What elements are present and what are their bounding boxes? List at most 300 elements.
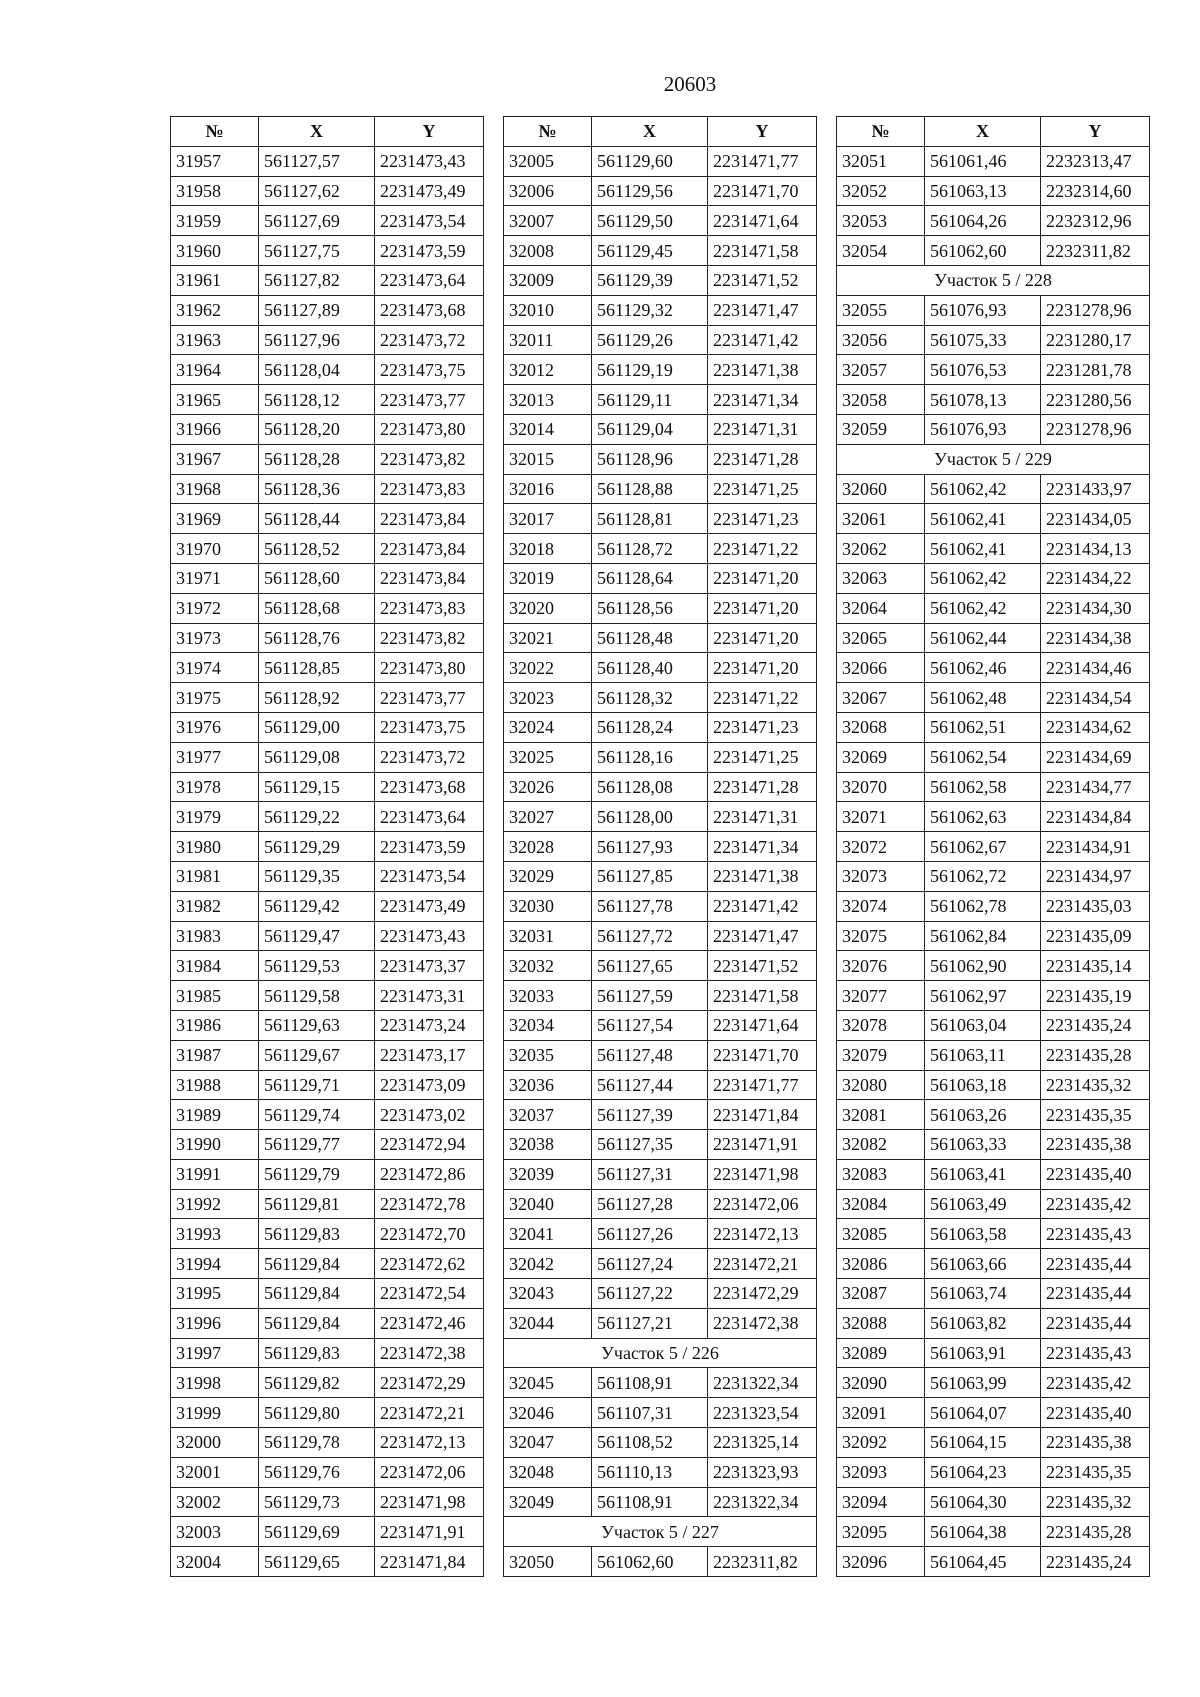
cell-y: 2231472,70 [375,1219,484,1249]
table-row [837,563,1150,593]
cell-y: 2231473,37 [375,951,484,981]
cell-number: 32002 [171,1487,259,1517]
cell-y: 2231435,32 [1041,1070,1150,1100]
cell-y: 2231472,78 [375,1189,484,1219]
cell-number: 31997 [171,1338,259,1368]
table-row [837,1398,1150,1428]
cell-y: 2231323,93 [708,1457,817,1487]
cell-x: 561129,84 [259,1308,375,1338]
cell-number: 31975 [171,683,259,713]
table-row [837,832,1150,862]
cell-y: 2231322,34 [708,1487,817,1517]
table-row [504,295,817,325]
cell-x: 561127,44 [592,1070,708,1100]
cell-y: 2231471,22 [708,683,817,713]
cell-y: 2231435,43 [1041,1219,1150,1249]
cell-y: 2231434,30 [1041,593,1150,623]
table-row [171,951,484,981]
cell-x: 561129,11 [592,385,708,415]
cell-x: 561127,96 [259,325,375,355]
cell-number: 32044 [504,1308,592,1338]
cell-x: 561062,97 [925,981,1041,1011]
table-row [504,325,817,355]
cell-number: 32091 [837,1398,925,1428]
cell-x: 561128,48 [592,623,708,653]
table-row [837,1249,1150,1279]
cell-y: 2231472,46 [375,1308,484,1338]
cell-x: 561129,65 [259,1547,375,1577]
table-row [171,265,484,295]
cell-y: 2231471,34 [708,385,817,415]
cell-number: 32052 [837,176,925,206]
table-row [171,593,484,623]
cell-number: 32049 [504,1487,592,1517]
cell-x: 561110,13 [592,1457,708,1487]
cell-x: 561129,60 [592,146,708,176]
cell-number: 32009 [504,265,592,295]
cell-y: 2231473,77 [375,385,484,415]
cell-y: 2231471,77 [708,146,817,176]
table-row [504,921,817,951]
cell-number: 31967 [171,444,259,474]
cell-y: 2231471,38 [708,861,817,891]
table-body [504,146,817,1576]
table-row [171,1517,484,1547]
cell-y: 2232311,82 [1041,236,1150,266]
table-row [504,534,817,564]
cell-x: 561062,90 [925,951,1041,981]
cell-x: 561129,47 [259,921,375,951]
cell-number: 32040 [504,1189,592,1219]
cell-x: 561063,58 [925,1219,1041,1249]
table-row [171,712,484,742]
table-row [504,1010,817,1040]
cell-x: 561128,00 [592,802,708,832]
cell-y: 2231472,13 [708,1219,817,1249]
cell-y: 2231471,23 [708,712,817,742]
cell-number: 32027 [504,802,592,832]
table-row [837,742,1150,772]
table-row [504,474,817,504]
cell-x: 561128,64 [592,563,708,593]
cell-y: 2231435,44 [1041,1308,1150,1338]
cell-x: 561127,75 [259,236,375,266]
table-row [837,653,1150,683]
table-row [837,1308,1150,1338]
cell-x: 561129,84 [259,1249,375,1279]
cell-y: 2231471,64 [708,1010,817,1040]
coordinate-table [503,116,817,1577]
table-row [171,1249,484,1279]
table-row [171,1308,484,1338]
cell-number: 31992 [171,1189,259,1219]
table-row [504,1487,817,1517]
cell-x: 561076,93 [925,295,1041,325]
table-row [504,1368,817,1398]
table-row [837,355,1150,385]
cell-number: 32059 [837,414,925,444]
table-row [837,1487,1150,1517]
section-title: Участок 5 / 229 [837,444,1150,474]
cell-x: 561129,08 [259,742,375,772]
cell-x: 561129,58 [259,981,375,1011]
cell-y: 2231435,38 [1041,1130,1150,1160]
cell-x: 561127,39 [592,1100,708,1130]
cell-y: 2231435,28 [1041,1517,1150,1547]
table-row [837,504,1150,534]
cell-y: 2231434,05 [1041,504,1150,534]
table-row [171,206,484,236]
cell-x: 561129,04 [592,414,708,444]
cell-number: 32085 [837,1219,925,1249]
cell-y: 2231435,14 [1041,951,1150,981]
cell-y: 2231473,80 [375,653,484,683]
cell-x: 561128,16 [592,742,708,772]
cell-number: 32074 [837,891,925,921]
cell-x: 561127,54 [592,1010,708,1040]
cell-number: 32006 [504,176,592,206]
cell-y: 2231473,80 [375,414,484,444]
cell-y: 2231435,42 [1041,1368,1150,1398]
cell-y: 2231473,64 [375,265,484,295]
cell-y: 2231435,24 [1041,1010,1150,1040]
cell-y: 2231433,97 [1041,474,1150,504]
cell-number: 32092 [837,1428,925,1458]
table-row [837,474,1150,504]
cell-x: 561129,77 [259,1130,375,1160]
cell-number: 32065 [837,623,925,653]
table-row [171,1070,484,1100]
table-row [504,623,817,653]
header-number: № [837,117,925,147]
table-row [504,1219,817,1249]
cell-x: 561128,60 [259,563,375,593]
cell-x: 561129,39 [592,265,708,295]
cell-y: 2231322,34 [708,1368,817,1398]
cell-y: 2231471,47 [708,921,817,951]
cell-y: 2231472,21 [708,1249,817,1279]
cell-number: 31981 [171,861,259,891]
cell-number: 31988 [171,1070,259,1100]
cell-y: 2231473,75 [375,712,484,742]
cell-y: 2231473,02 [375,1100,484,1130]
cell-x: 561129,71 [259,1070,375,1100]
cell-number: 32071 [837,802,925,832]
cell-number: 32029 [504,861,592,891]
cell-x: 561127,35 [592,1130,708,1160]
cell-y: 2231473,72 [375,742,484,772]
cell-x: 561127,28 [592,1189,708,1219]
cell-x: 561129,67 [259,1040,375,1070]
cell-x: 561128,32 [592,683,708,713]
table-row [171,355,484,385]
cell-y: 2231434,62 [1041,712,1150,742]
cell-number: 32088 [837,1308,925,1338]
table-row [171,1159,484,1189]
cell-number: 32081 [837,1100,925,1130]
cell-number: 32017 [504,504,592,534]
table-row [504,1159,817,1189]
cell-x: 561129,74 [259,1100,375,1130]
cell-y: 2231278,96 [1041,414,1150,444]
table-row [837,772,1150,802]
cell-number: 31977 [171,742,259,772]
table-row [171,295,484,325]
cell-number: 32021 [504,623,592,653]
cell-x: 561062,46 [925,653,1041,683]
cell-y: 2231435,28 [1041,1040,1150,1070]
cell-y: 2231435,32 [1041,1487,1150,1517]
table-row [837,1100,1150,1130]
cell-number: 32094 [837,1487,925,1517]
cell-number: 32043 [504,1279,592,1309]
cell-y: 2231472,62 [375,1249,484,1279]
cell-x: 561062,58 [925,772,1041,802]
cell-x: 561063,49 [925,1189,1041,1219]
cell-x: 561075,33 [925,325,1041,355]
table-row [171,832,484,862]
table-row [504,355,817,385]
table-row [837,1547,1150,1577]
cell-number: 32013 [504,385,592,415]
table-row [837,534,1150,564]
cell-number: 31970 [171,534,259,564]
cell-x: 561128,68 [259,593,375,623]
cell-y: 2231472,38 [375,1338,484,1368]
cell-number: 32055 [837,295,925,325]
cell-y: 2231435,09 [1041,921,1150,951]
header-x: X [925,117,1041,147]
table-row [171,534,484,564]
cell-number: 32069 [837,742,925,772]
table-row [171,474,484,504]
table-row [504,1130,817,1160]
cell-number: 32020 [504,593,592,623]
cell-y: 2231473,59 [375,832,484,862]
cell-number: 32033 [504,981,592,1011]
cell-y: 2231435,35 [1041,1100,1150,1130]
cell-y: 2231434,77 [1041,772,1150,802]
header-row [171,117,484,147]
cell-number: 32080 [837,1070,925,1100]
table-row [171,414,484,444]
table-row [504,712,817,742]
table-row [504,504,817,534]
cell-number: 32012 [504,355,592,385]
table-row [837,176,1150,206]
table-row [504,1398,817,1428]
cell-y: 2231471,31 [708,802,817,832]
cell-x: 561063,11 [925,1040,1041,1070]
table-row [837,683,1150,713]
cell-x: 561127,72 [592,921,708,951]
cell-y: 2231473,17 [375,1040,484,1070]
cell-y: 2231473,43 [375,146,484,176]
cell-y: 2231471,42 [708,891,817,921]
cell-y: 2231434,69 [1041,742,1150,772]
cell-y: 2231473,82 [375,623,484,653]
cell-x: 561063,26 [925,1100,1041,1130]
table-row [171,504,484,534]
cell-x: 561062,42 [925,563,1041,593]
table-row [171,981,484,1011]
cell-y: 2231473,75 [375,355,484,385]
cell-x: 561062,42 [925,474,1041,504]
table-row [504,802,817,832]
cell-x: 561128,36 [259,474,375,504]
cell-x: 561061,46 [925,146,1041,176]
cell-y: 2231471,70 [708,1040,817,1070]
cell-number: 32086 [837,1249,925,1279]
cell-number: 32028 [504,832,592,862]
header-x: X [592,117,708,147]
cell-x: 561076,93 [925,414,1041,444]
coordinate-table [170,116,484,1577]
cell-x: 561062,78 [925,891,1041,921]
cell-number: 32050 [504,1547,592,1577]
cell-number: 31958 [171,176,259,206]
cell-y: 2231471,47 [708,295,817,325]
cell-number: 32003 [171,1517,259,1547]
cell-number: 32004 [171,1547,259,1577]
cell-number: 32093 [837,1457,925,1487]
cell-y: 2232312,96 [1041,206,1150,236]
cell-number: 31968 [171,474,259,504]
table-row [504,146,817,176]
cell-number: 32051 [837,146,925,176]
cell-y: 2231472,54 [375,1279,484,1309]
cell-x: 561127,93 [592,832,708,862]
cell-y: 2231435,43 [1041,1338,1150,1368]
cell-number: 32015 [504,444,592,474]
table-row [171,1457,484,1487]
cell-y: 2231323,54 [708,1398,817,1428]
cell-number: 32096 [837,1547,925,1577]
cell-y: 2231473,59 [375,236,484,266]
header-y: Y [1041,117,1150,147]
cell-y: 2231278,96 [1041,295,1150,325]
table-row [171,1428,484,1458]
cell-number: 32032 [504,951,592,981]
cell-x: 561127,85 [592,861,708,891]
cell-y: 2231473,68 [375,772,484,802]
cell-number: 31996 [171,1308,259,1338]
table-row [171,623,484,653]
table-row [504,1428,817,1458]
cell-number: 32008 [504,236,592,266]
cell-y: 2231471,84 [375,1547,484,1577]
cell-y: 2231435,38 [1041,1428,1150,1458]
cell-x: 561064,30 [925,1487,1041,1517]
cell-number: 31989 [171,1100,259,1130]
cell-number: 31976 [171,712,259,742]
cell-y: 2231473,31 [375,981,484,1011]
cell-y: 2231473,84 [375,563,484,593]
cell-x: 561129,53 [259,951,375,981]
table-row [837,1517,1150,1547]
cell-number: 32073 [837,861,925,891]
cell-y: 2231473,84 [375,504,484,534]
cell-x: 561127,31 [592,1159,708,1189]
cell-y: 2231435,44 [1041,1249,1150,1279]
cell-x: 561128,40 [592,653,708,683]
cell-x: 561064,15 [925,1428,1041,1458]
cell-y: 2231434,54 [1041,683,1150,713]
cell-y: 2231471,20 [708,593,817,623]
cell-y: 2231473,54 [375,206,484,236]
table-row [837,1159,1150,1189]
cell-x: 561128,24 [592,712,708,742]
cell-x: 561108,52 [592,1428,708,1458]
cell-y: 2231281,78 [1041,355,1150,385]
table-row [171,444,484,474]
section-row [837,444,1150,474]
cell-number: 31987 [171,1040,259,1070]
cell-number: 32060 [837,474,925,504]
table-row [837,1130,1150,1160]
table-row [837,891,1150,921]
table-row [837,861,1150,891]
table-row [171,1398,484,1428]
table-row [837,236,1150,266]
cell-number: 32039 [504,1159,592,1189]
cell-number: 32010 [504,295,592,325]
cell-number: 32045 [504,1368,592,1398]
table-row [504,742,817,772]
cell-number: 32000 [171,1428,259,1458]
cell-number: 32034 [504,1010,592,1040]
cell-x: 561129,83 [259,1219,375,1249]
table-row [504,683,817,713]
cell-x: 561107,31 [592,1398,708,1428]
cell-number: 31984 [171,951,259,981]
table-row [837,385,1150,415]
cell-number: 31964 [171,355,259,385]
cell-x: 561063,91 [925,1338,1041,1368]
table-row [171,1279,484,1309]
cell-x: 561127,89 [259,295,375,325]
cell-x: 561064,45 [925,1547,1041,1577]
cell-x: 561062,60 [592,1547,708,1577]
cell-number: 32005 [504,146,592,176]
cell-number: 32035 [504,1040,592,1070]
header-row [837,117,1150,147]
table-row [504,1279,817,1309]
table-row [504,563,817,593]
cell-x: 561062,41 [925,534,1041,564]
table-row [837,802,1150,832]
cell-number: 32078 [837,1010,925,1040]
cell-x: 561064,26 [925,206,1041,236]
cell-x: 561129,22 [259,802,375,832]
cell-x: 561129,29 [259,832,375,862]
cell-number: 31999 [171,1398,259,1428]
cell-number: 32016 [504,474,592,504]
cell-y: 2231435,44 [1041,1279,1150,1309]
table-row [504,176,817,206]
table-row [171,1338,484,1368]
cell-x: 561063,74 [925,1279,1041,1309]
table-row [171,1219,484,1249]
cell-y: 2231472,29 [375,1368,484,1398]
table-row [171,563,484,593]
cell-number: 32042 [504,1249,592,1279]
cell-number: 31965 [171,385,259,415]
cell-y: 2231471,42 [708,325,817,355]
header-number: № [171,117,259,147]
table-row [171,1487,484,1517]
cell-x: 561127,69 [259,206,375,236]
